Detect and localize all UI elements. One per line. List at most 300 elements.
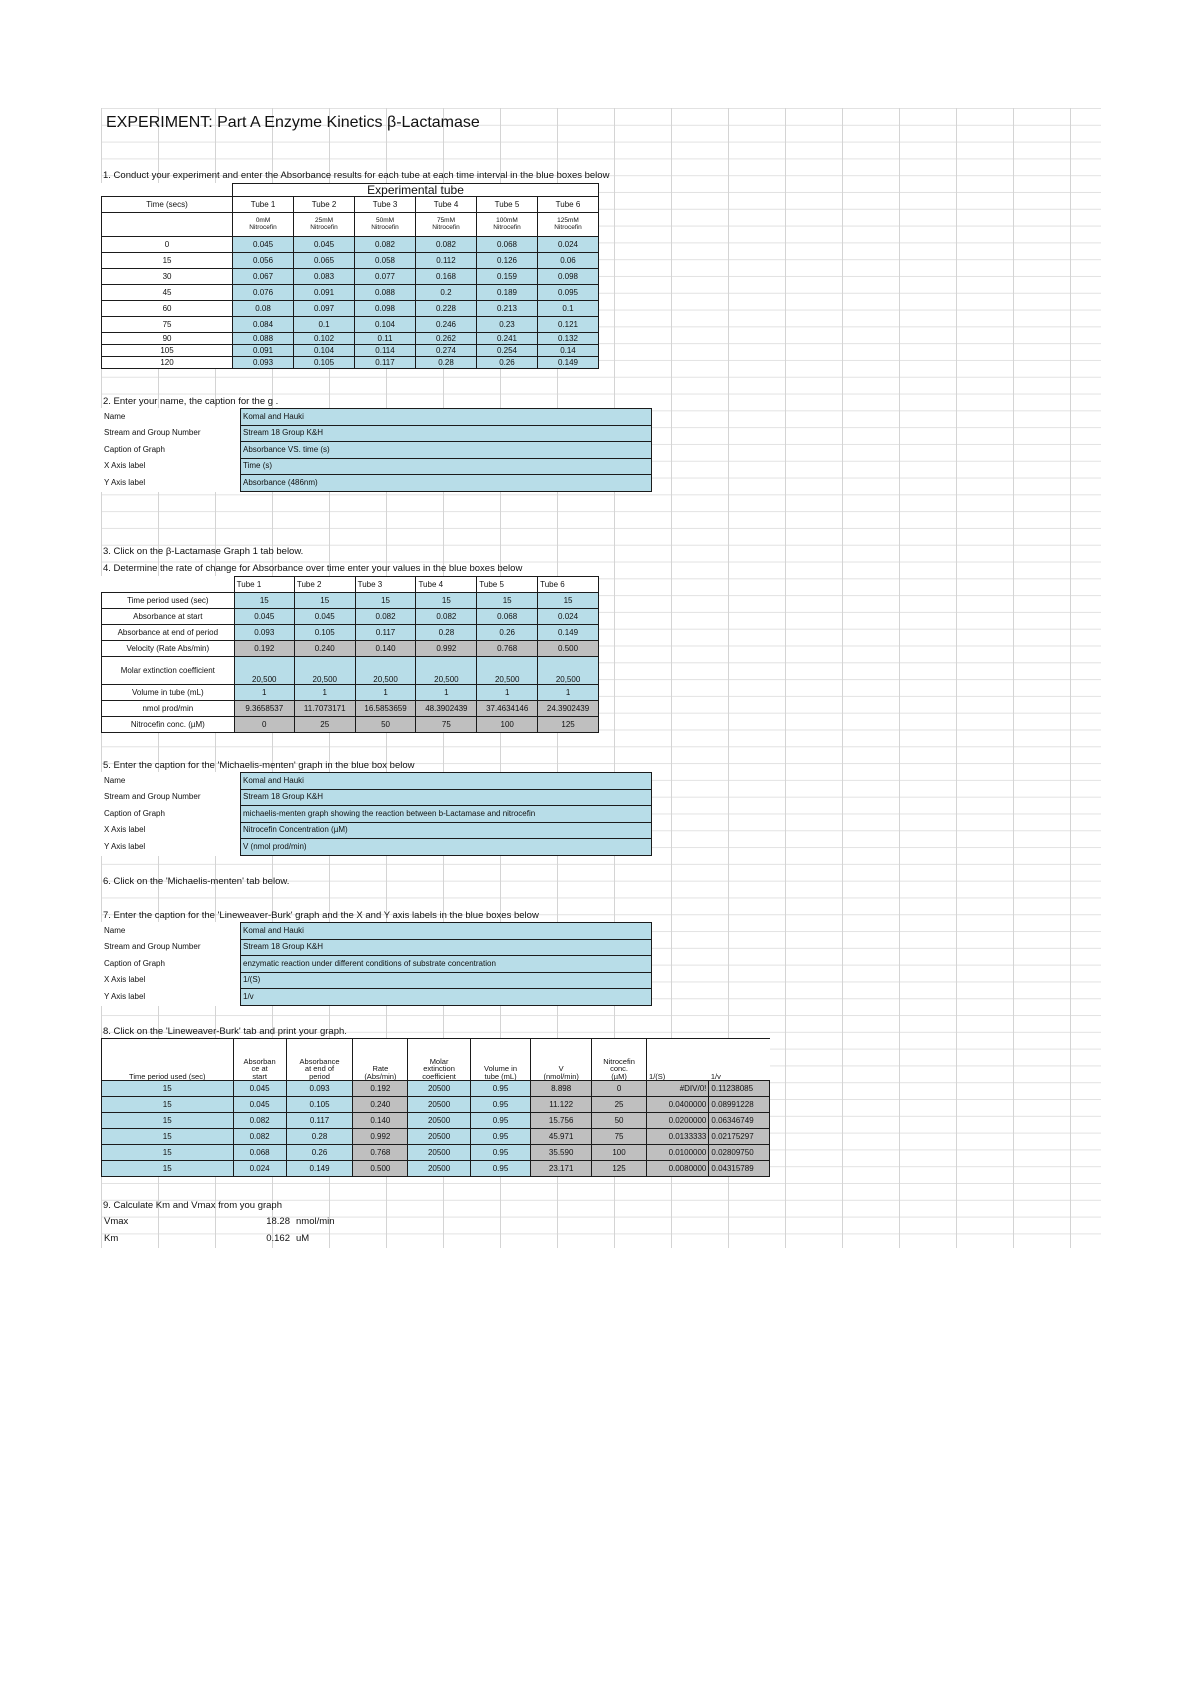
lb-value-cell[interactable]: 0.082 <box>233 1129 286 1145</box>
lb-value-cell[interactable]: 15 <box>102 1161 234 1177</box>
rate-value-cell[interactable]: 1 <box>234 685 294 701</box>
rate-value-cell[interactable]: 15 <box>416 593 477 609</box>
tube-concentration <box>416 213 477 237</box>
lb-value-cell[interactable]: 20500 <box>408 1145 470 1161</box>
rate-value-cell: 0.140 <box>355 641 416 657</box>
rate-value-cell[interactable]: 0.149 <box>538 625 599 641</box>
absorbance-cell[interactable]: 0.091 <box>294 285 355 301</box>
rate-value-cell: 0.192 <box>234 641 294 657</box>
rate-value-cell[interactable]: 0.093 <box>234 625 294 641</box>
info-row <box>101 409 652 426</box>
row-label: Nitrocefin conc. (µM) <box>102 717 235 733</box>
header-line: V <box>558 1064 564 1073</box>
info-label: Y Axis label <box>101 839 241 856</box>
info-value-field[interactable]: Komal and Hauki <box>241 923 652 940</box>
absorbance-cell[interactable]: 0.168 <box>416 269 477 285</box>
header-line: ce at <box>251 1064 268 1073</box>
rate-value-cell[interactable]: 20,500 <box>234 657 294 685</box>
info-value-field[interactable]: Komal and Hauki <box>241 773 652 790</box>
rate-value-cell[interactable]: 0.024 <box>538 609 599 625</box>
blank-cell <box>102 184 233 197</box>
lb-value-cell[interactable]: 15 <box>102 1129 234 1145</box>
lb-value-cell: 0.11238085 <box>709 1081 770 1097</box>
rate-value-cell[interactable]: 15 <box>234 593 294 609</box>
lb-value-cell: 11.122 <box>531 1097 592 1113</box>
row-label: Absorbance at start <box>102 609 235 625</box>
info-value-field[interactable]: Time (s) <box>241 458 652 475</box>
lb-value-cell[interactable]: 20500 <box>408 1113 470 1129</box>
tube-conc-value: 125mM <box>557 217 579 224</box>
absorbance-cell[interactable]: 0.274 <box>416 345 477 357</box>
absorbance-cell[interactable]: 0.114 <box>355 345 416 357</box>
absorbance-cell[interactable]: 0.093 <box>233 357 294 369</box>
info-row <box>101 972 652 989</box>
lb-value-cell: 0.08991228 <box>709 1097 770 1113</box>
rate-value-cell: 0.992 <box>416 641 477 657</box>
tube-concentration <box>537 213 598 237</box>
rate-value-cell: 0.240 <box>294 641 355 657</box>
rate-value-cell[interactable]: 0.068 <box>477 609 538 625</box>
rate-value-cell: 24.3902439 <box>538 701 599 717</box>
absorbance-cell[interactable]: 0.1 <box>294 317 355 333</box>
info-row <box>101 475 652 492</box>
absorbance-cell[interactable]: 0.084 <box>233 317 294 333</box>
absorbance-cell[interactable]: 0.241 <box>476 333 537 345</box>
result-label: Vmax <box>104 1216 129 1227</box>
absorbance-cell[interactable]: 0.024 <box>537 237 598 253</box>
table-row <box>102 1113 770 1129</box>
absorbance-cell[interactable]: 0.1 <box>537 301 598 317</box>
header-line: Time period used (sec) <box>129 1071 206 1081</box>
absorbance-cell[interactable]: 0.082 <box>416 237 477 253</box>
rate-value-cell[interactable]: 1 <box>477 685 538 701</box>
rate-value-cell[interactable]: 15 <box>294 593 355 609</box>
lb-value-cell[interactable]: 0.117 <box>286 1113 353 1129</box>
row-label: Time period used (sec) <box>102 593 235 609</box>
rate-value-cell[interactable]: 20,500 <box>355 657 416 685</box>
info-row <box>101 989 652 1006</box>
lb-value-cell[interactable]: 20500 <box>408 1081 470 1097</box>
lb-value-cell[interactable]: 0.093 <box>286 1081 353 1097</box>
info-label: Stream and Group Number <box>101 789 241 806</box>
table-row <box>102 333 599 345</box>
rate-value-cell: 0.768 <box>477 641 538 657</box>
table-row <box>102 301 599 317</box>
absorbance-cell[interactable]: 0.112 <box>416 253 477 269</box>
step-7-instruction: 7. Enter the caption for the 'Lineweaver-Burk' graph and the X and Y axis labels in the blue boxes below <box>103 910 539 921</box>
rate-value-cell[interactable]: 20,500 <box>538 657 599 685</box>
info-label: X Axis label <box>101 972 241 989</box>
header-line: start <box>252 1071 267 1081</box>
tube-conc-value: 50mM <box>375 217 395 224</box>
absorbance-cell[interactable]: 0.088 <box>233 333 294 345</box>
table-row <box>102 1081 770 1097</box>
step-5-instruction: 5. Enter the caption for the 'Michaelis-menten' graph in the blue box below <box>103 760 415 771</box>
lb-value-cell: 100 <box>592 1145 647 1161</box>
page-title: EXPERIMENT: Part A Enzyme Kinetics β-Lactamase <box>106 114 480 131</box>
row-label: Molar extinction coefficient <box>102 657 235 685</box>
info-value-field[interactable]: Absorbance VS. time (s) <box>241 442 652 459</box>
tube-conc-value: 0mM <box>255 217 271 224</box>
lb-value-cell[interactable]: 0.105 <box>286 1097 353 1113</box>
absorbance-cell[interactable]: 0.067 <box>233 269 294 285</box>
header-line: Absorban <box>243 1056 276 1066</box>
tube-header: Tube 4 <box>416 197 477 213</box>
lb-value-cell: 0.992 <box>353 1129 408 1145</box>
rate-value-cell[interactable]: 0.082 <box>355 609 416 625</box>
table-row <box>102 1161 770 1177</box>
time-cell: 105 <box>102 345 233 357</box>
experimental-tube-header: Experimental tube <box>233 184 599 197</box>
column-header <box>408 1039 470 1081</box>
info-value-field[interactable]: Stream 18 Group K&H <box>241 789 652 806</box>
result-value: 0.162 <box>266 1233 290 1244</box>
info-row <box>101 839 652 856</box>
table-row <box>102 237 599 253</box>
rate-value-cell: 100 <box>477 717 538 733</box>
lb-value-cell: 0.140 <box>353 1113 408 1129</box>
tube-header: Tube 3 <box>355 577 416 593</box>
header-line: at end of <box>304 1064 335 1073</box>
info-value-field[interactable]: Nitrocefin Concentration (µM) <box>241 822 652 839</box>
lb-value-cell[interactable]: 0.95 <box>470 1129 531 1145</box>
step-6-instruction: 6. Click on the 'Michaelis-menten' tab below. <box>103 876 290 887</box>
lineweaver-burk-table <box>101 1038 770 1177</box>
lb-value-cell: 0.0400000 <box>647 1097 709 1113</box>
table-row <box>102 701 599 717</box>
absorbance-cell[interactable]: 0.2 <box>416 285 477 301</box>
lb-value-cell[interactable]: 0.95 <box>470 1081 531 1097</box>
column-header <box>592 1039 647 1081</box>
absorbance-cell[interactable]: 0.28 <box>416 357 477 369</box>
absorbance-cell[interactable]: 0.102 <box>294 333 355 345</box>
step-2-instruction: 2. Enter your name, the caption for the g . <box>103 396 279 407</box>
lb-value-cell: 0.768 <box>353 1145 408 1161</box>
tube-conc-substrate: Nitrocefin <box>493 223 521 231</box>
tube-header: Tube 1 <box>233 197 294 213</box>
lb-value-cell[interactable]: 15 <box>102 1081 234 1097</box>
rate-value-cell[interactable]: 0.045 <box>234 609 294 625</box>
tube-conc-substrate: Nitrocefin <box>432 223 460 231</box>
graph-info-table-2 <box>101 772 652 856</box>
column-header <box>647 1039 709 1081</box>
header-line: coefficient <box>422 1071 456 1081</box>
tube-header: Tube 4 <box>416 577 477 593</box>
lb-value-cell: 0.02809750 <box>709 1145 770 1161</box>
time-cell: 60 <box>102 301 233 317</box>
lb-value-cell: 25 <box>592 1097 647 1113</box>
lb-value-cell: 50 <box>592 1113 647 1129</box>
rate-value-cell[interactable]: 0.082 <box>416 609 477 625</box>
info-row <box>101 806 652 823</box>
column-header <box>233 1039 286 1081</box>
time-header: Time (secs) <box>102 197 233 213</box>
lb-value-cell: 23.171 <box>531 1161 592 1177</box>
table-row <box>102 657 599 685</box>
info-label: Name <box>101 773 241 790</box>
rate-value-cell[interactable]: 1 <box>416 685 477 701</box>
result-label: Km <box>104 1233 119 1244</box>
absorbance-cell[interactable]: 0.091 <box>233 345 294 357</box>
result-value: 18.28 <box>266 1216 290 1227</box>
tube-conc-value: 25mM <box>314 217 334 224</box>
column-header <box>286 1039 353 1081</box>
table-row <box>102 1145 770 1161</box>
table-row <box>102 317 599 333</box>
info-row <box>101 956 652 973</box>
rate-value-cell[interactable]: 20,500 <box>477 657 538 685</box>
header-line: Absorbance <box>299 1056 340 1066</box>
rate-value-cell: 0.500 <box>538 641 599 657</box>
lb-value-cell[interactable]: 0.149 <box>286 1161 353 1177</box>
lb-value-cell[interactable]: 20500 <box>408 1129 470 1145</box>
table-row <box>102 1129 770 1145</box>
lb-value-cell: 75 <box>592 1129 647 1145</box>
rate-value-cell[interactable]: 0.117 <box>355 625 416 641</box>
lb-value-cell[interactable]: 20500 <box>408 1161 470 1177</box>
lb-value-cell: 125 <box>592 1161 647 1177</box>
rate-value-cell[interactable]: 0.045 <box>294 609 355 625</box>
info-label: Caption of Graph <box>101 806 241 823</box>
lb-value-cell: #DIV/0! <box>647 1081 709 1097</box>
info-value-field[interactable]: 1/v <box>241 989 652 1006</box>
tube-concentration <box>233 213 294 237</box>
absorbance-cell[interactable]: 0.095 <box>537 285 598 301</box>
rate-value-cell: 9.3658537 <box>234 701 294 717</box>
lb-value-cell: 0.0200000 <box>647 1113 709 1129</box>
blank-cell <box>102 577 235 593</box>
rate-value-cell: 125 <box>538 717 599 733</box>
info-value-field[interactable]: Absorbance (486nm) <box>241 475 652 492</box>
tube-header: Tube 6 <box>538 577 599 593</box>
absorbance-cell[interactable]: 0.14 <box>537 345 598 357</box>
lb-value-cell[interactable]: 0.082 <box>233 1113 286 1129</box>
absorbance-cell[interactable]: 0.254 <box>476 345 537 357</box>
step-1-instruction: 1. Conduct your experiment and enter the Absorbance results for each tube at each time interval in the blue boxes below <box>103 170 610 181</box>
info-value-field[interactable]: Komal and Hauki <box>241 409 652 426</box>
absorbance-cell[interactable]: 0.121 <box>537 317 598 333</box>
lb-value-cell[interactable]: 15 <box>102 1097 234 1113</box>
rate-value-cell: 48.3902439 <box>416 701 477 717</box>
graph-info-table-3 <box>101 922 652 1006</box>
tube-conc-substrate: Nitrocefin <box>554 223 582 231</box>
tube-concentration <box>355 213 416 237</box>
info-row <box>101 458 652 475</box>
info-label: Stream and Group Number <box>101 425 241 442</box>
absorbance-cell[interactable]: 0.228 <box>416 301 477 317</box>
absorbance-cell[interactable]: 0.246 <box>416 317 477 333</box>
rate-value-cell[interactable]: 1 <box>294 685 355 701</box>
rate-value-cell[interactable]: 15 <box>355 593 416 609</box>
info-value-field[interactable]: michaelis-menten graph showing the reaction between b-Lactamase and nitrocefin <box>241 806 652 823</box>
absorbance-cell[interactable]: 0.104 <box>294 345 355 357</box>
time-cell: 45 <box>102 285 233 301</box>
rate-value-cell: 11.7073171 <box>294 701 355 717</box>
header-line: Molar <box>429 1056 449 1066</box>
lb-value-cell[interactable]: 0.95 <box>470 1145 531 1161</box>
lb-value-cell[interactable]: 0.95 <box>470 1113 531 1129</box>
tube-conc-value: 100mM <box>496 217 518 224</box>
info-row <box>101 442 652 459</box>
lb-value-cell[interactable]: 0.045 <box>233 1081 286 1097</box>
rate-value-cell[interactable]: 1 <box>538 685 599 701</box>
table-row <box>102 717 599 733</box>
result-unit: uM <box>296 1233 310 1244</box>
step-9-instruction: 9. Calculate Km and Vmax from you graph <box>103 1200 283 1211</box>
rate-value-cell[interactable]: 20,500 <box>416 657 477 685</box>
absorbance-cell[interactable]: 0.058 <box>355 253 416 269</box>
info-row <box>101 425 652 442</box>
lb-value-cell[interactable]: 15 <box>102 1145 234 1161</box>
lb-value-cell: 0.0080000 <box>647 1161 709 1177</box>
time-cell: 15 <box>102 253 233 269</box>
absorbance-cell[interactable]: 0.082 <box>355 237 416 253</box>
absorbance-cell[interactable]: 0.26 <box>476 357 537 369</box>
absorbance-cell[interactable]: 0.056 <box>233 253 294 269</box>
lb-value-cell[interactable]: 0.95 <box>470 1161 531 1177</box>
lb-value-cell[interactable]: 0.045 <box>233 1097 286 1113</box>
result-unit: nmol/min <box>296 1216 335 1227</box>
table-row <box>102 285 599 301</box>
absorbance-cell[interactable]: 0.065 <box>294 253 355 269</box>
absorbance-cell[interactable]: 0.045 <box>294 237 355 253</box>
absorbance-cell[interactable]: 0.068 <box>476 237 537 253</box>
graph-info-table-1 <box>101 408 652 492</box>
rate-value-cell[interactable]: 20,500 <box>294 657 355 685</box>
lb-value-cell[interactable]: 0.26 <box>286 1145 353 1161</box>
row-label: Volume in tube (mL) <box>102 685 235 701</box>
row-label: Absorbance at end of period <box>102 625 235 641</box>
info-label: Caption of Graph <box>101 442 241 459</box>
absorbance-cell[interactable]: 0.077 <box>355 269 416 285</box>
tube-header: Tube 2 <box>294 577 355 593</box>
rate-value-cell: 25 <box>294 717 355 733</box>
info-label: Name <box>101 923 241 940</box>
header-line: 1/v <box>710 1071 721 1081</box>
absorbance-cell[interactable]: 0.098 <box>537 269 598 285</box>
absorbance-cell[interactable]: 0.097 <box>294 301 355 317</box>
lb-value-cell: 0.02175297 <box>709 1129 770 1145</box>
absorbance-cell[interactable]: 0.159 <box>476 269 537 285</box>
lb-value-cell: 0.06346749 <box>709 1113 770 1129</box>
table-row <box>102 625 599 641</box>
rate-value-cell: 0 <box>234 717 294 733</box>
rate-value-cell[interactable]: 15 <box>538 593 599 609</box>
tube-header: Tube 3 <box>355 197 416 213</box>
absorbance-cell[interactable]: 0.126 <box>476 253 537 269</box>
column-header <box>531 1039 592 1081</box>
info-row <box>101 789 652 806</box>
absorbance-cell[interactable]: 0.189 <box>476 285 537 301</box>
rate-table <box>101 576 599 733</box>
info-label: X Axis label <box>101 458 241 475</box>
lb-value-cell[interactable]: 0.95 <box>470 1097 531 1113</box>
absorbance-cell[interactable]: 0.045 <box>233 237 294 253</box>
absorbance-cell[interactable]: 0.213 <box>476 301 537 317</box>
absorbance-cell[interactable]: 0.117 <box>355 357 416 369</box>
rate-value-cell[interactable]: 0.28 <box>416 625 477 641</box>
info-value-field[interactable]: Stream 18 Group K&H <box>241 425 652 442</box>
table-row <box>102 593 599 609</box>
row-label: nmol prod/min <box>102 701 235 717</box>
header-line: Volume in <box>484 1064 517 1073</box>
info-value-field[interactable]: 1/(S) <box>241 972 652 989</box>
lb-value-cell[interactable]: 0.28 <box>286 1129 353 1145</box>
blank-cell <box>102 213 233 237</box>
lb-value-cell[interactable]: 20500 <box>408 1097 470 1113</box>
table-row <box>102 269 599 285</box>
absorbance-cell[interactable]: 0.262 <box>416 333 477 345</box>
header-line: (Abs/min) <box>364 1071 397 1081</box>
absorbance-cell[interactable]: 0.105 <box>294 357 355 369</box>
rate-value-cell[interactable]: 0.26 <box>477 625 538 641</box>
rate-value-cell: 16.5853659 <box>355 701 416 717</box>
lb-value-cell: 0.500 <box>353 1161 408 1177</box>
tube-header: Tube 1 <box>234 577 294 593</box>
absorbance-cell[interactable]: 0.104 <box>355 317 416 333</box>
lb-value-cell: 8.898 <box>531 1081 592 1097</box>
lb-value-cell: 0.0100000 <box>647 1145 709 1161</box>
absorbance-cell[interactable]: 0.11 <box>355 333 416 345</box>
tube-header: Tube 5 <box>476 197 537 213</box>
time-cell: 90 <box>102 333 233 345</box>
absorbance-cell[interactable]: 0.076 <box>233 285 294 301</box>
absorbance-cell[interactable]: 0.06 <box>537 253 598 269</box>
header-line: Rate <box>372 1064 389 1073</box>
step-4-instruction: 4. Determine the rate of change for Absorbance over time enter your values in the blue boxes below <box>103 563 523 574</box>
column-header <box>470 1039 531 1081</box>
info-label: Y Axis label <box>101 475 241 492</box>
lb-value-cell[interactable]: 15 <box>102 1113 234 1129</box>
time-cell: 75 <box>102 317 233 333</box>
absorbance-cell[interactable]: 0.132 <box>537 333 598 345</box>
rate-value-cell: 75 <box>416 717 477 733</box>
time-cell: 30 <box>102 269 233 285</box>
lb-value-cell: 45.971 <box>531 1129 592 1145</box>
row-label: Velocity (Rate Abs/min) <box>102 641 235 657</box>
step-8-instruction: 8. Click on the 'Lineweaver-Burk' tab and print your graph. <box>103 1026 347 1037</box>
info-row <box>101 822 652 839</box>
info-value-field[interactable]: Stream 18 Group K&H <box>241 939 652 956</box>
header-line: extinction <box>423 1064 455 1073</box>
rate-value-cell[interactable]: 0.105 <box>294 625 355 641</box>
rate-value-cell[interactable]: 15 <box>477 593 538 609</box>
absorbance-cell[interactable]: 0.149 <box>537 357 598 369</box>
time-cell: 120 <box>102 357 233 369</box>
absorbance-cell[interactable]: 0.23 <box>476 317 537 333</box>
tube-conc-substrate: Nitrocefin <box>310 223 338 231</box>
absorbance-table <box>101 183 599 369</box>
lb-value-cell[interactable]: 0.024 <box>233 1161 286 1177</box>
info-value-field[interactable]: V (nmol prod/min) <box>241 839 652 856</box>
table-row <box>102 357 599 369</box>
lb-value-cell: 0.240 <box>353 1097 408 1113</box>
lb-value-cell: 0.04315789 <box>709 1161 770 1177</box>
absorbance-cell[interactable]: 0.088 <box>355 285 416 301</box>
lb-value-cell[interactable]: 0.068 <box>233 1145 286 1161</box>
absorbance-cell[interactable]: 0.08 <box>233 301 294 317</box>
header-line: (nmol/min) <box>543 1071 579 1081</box>
absorbance-cell[interactable]: 0.083 <box>294 269 355 285</box>
column-header <box>709 1039 770 1081</box>
header-line: tube (mL) <box>484 1071 517 1081</box>
header-line: 1/(S) <box>649 1071 666 1081</box>
absorbance-cell[interactable]: 0.098 <box>355 301 416 317</box>
info-value-field[interactable]: enzymatic reaction under different conditions of substrate concentration <box>241 956 652 973</box>
rate-value-cell[interactable]: 1 <box>355 685 416 701</box>
tube-conc-substrate: Nitrocefin <box>249 223 277 231</box>
lb-value-cell: 15.756 <box>531 1113 592 1129</box>
